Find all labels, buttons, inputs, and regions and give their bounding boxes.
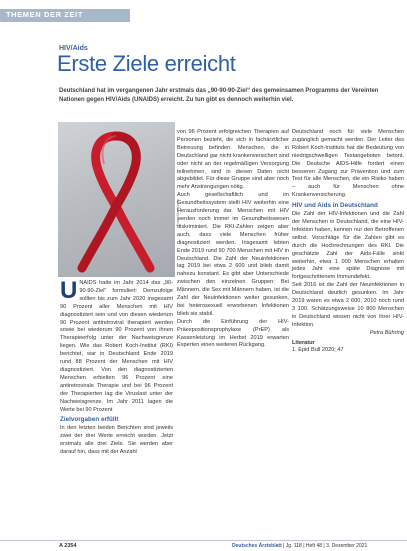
drop-cap: U <box>60 277 78 304</box>
paragraph <box>60 277 173 414</box>
section-bar <box>0 9 130 22</box>
paragraph: von 96 Prozent erfolgreichen Therapien auf Personen bezieht, die sich in fachärztlicher Betreuung befinden. Menschen, die in Deutschland gar nicht krankenversichert sind oder nicht an der regelmäßigen Versorgung teilnehmen, sind in diesen Daten nicht abgebildet. Für diese Gruppe sind aber noch mehr Anstrengungen nötig. <box>177 129 289 191</box>
paragraph-text: NAIDS hatte im Jahr 2014 das „90-90-90-Ziel“ formuliert: Demzufolge sollten bis zum Jahr 2020 insgesamt 90 Prozent aller Menschen mit HIV diagnostiziert sein und von diesen wiederum 90 Prozent antiretroviral therapiert werden sowie bei wiederum 90 Prozent von ihnen Therapieerfolg unter der Nachweisgrenze liegen. Wie das Robert Koch-Institut (RKI) berichtet, war in Deutschland Ende 2019 rund 88 Prozent der Menschen mit HIV diagnostiziert. Von den diagnostizierten Menschen erhielten 96 Prozent eine antiretrovirale Therapie und bei 96 Prozent der Therapierten lag die Viruslast unter der Nachweisgrenze. Im Jahr 2011 lagen die Werte bei 90 Prozent <box>60 280 173 413</box>
red-ribbon-icon <box>58 122 175 277</box>
subheading: Zielvorgaben erfüllt <box>60 416 119 424</box>
paragraph: Durch die Einführung der HIV-Präexpositionsprophylaxe (PrEP) als Kassenleistung im Herbst 2019 erwarten Experten einen weiteren Rückgang. <box>177 318 289 349</box>
photo-credit: Foto: iStockphoto <box>176 198 180 226</box>
column-3 <box>292 129 404 355</box>
article-lead: Deutschland hat im vergangenen Jahr erstmals das „90-90-90-Ziel“ des gemeinsamen Programms der Vereinten Nationen gegen HIV/Aids (UNAIDS) erreicht. Zu tun gibt es dennoch weiterhin viel. <box>59 88 379 103</box>
reference-item: 1. Epid Bull 2020; 47 <box>292 347 344 354</box>
references-label: Literatur <box>292 339 315 346</box>
journal-name: Deutsches Ärzteblatt <box>232 543 282 549</box>
paragraph: Seit 2016 ist die Zahl der Neuinfektionen in Deutschland deutlich gesunken. Im Jahr 2019 waren es etwa 2 600, 2010 noch rund 3 100. Schätzungsweise 10 800 Menschen in Deutschland wissen nicht von ihrer HIV-Infektion. <box>292 282 404 328</box>
subheading: HIV und Aids in Deutschland <box>292 202 378 210</box>
paragraph: In den letzten beiden Berichten sind jeweils zwei der drei Werte erreicht worden. Jetzt erstmals alle drei Ziele. Sie werden aber darauf hin, dass mit der Anzahl <box>60 425 173 456</box>
issue-info: | Jg. 118 | Heft 48 | 3. Dezember 2021 <box>281 543 368 549</box>
article-kicker: HIV/Aids <box>59 45 88 52</box>
footer-rule <box>0 540 407 541</box>
column-1 <box>60 277 173 457</box>
journal-footer <box>232 543 367 549</box>
author-name: Petra Bühring <box>369 329 404 336</box>
paragraph: Die Zahl der HIV-Infektionen und die Zahl der Menschen in Deutschland, die eine HIV-Infektion haben, kennen nur den Betroffenen selbst. Vorschläge für die Zahlen gibt es durch die Hochrechnungen des RKI. Die geschätzte Zahl der Aids-Fälle sinkt weiterhin, etwa 1 000 Menschen erhalten jedes Jahr eine späte Diagnose mit fortgeschrittenem Immundefekt. <box>292 211 404 281</box>
paragraph: Deutschland noch für viele Menschen zugänglich gemacht werden. Der Leiter des Robert Koch-Instituts hat die Bedeutung von niedrigschwelligen Testangeboten betont. Die Deutsche AIDS-Hilfe fordert einen besseren Zugang zur Prävention und zum Test für alle Menschen, die ein Risiko haben – auch für Menschen ohne Krankenversicherung. <box>292 129 404 199</box>
section-label: THEMEN DER ZEIT <box>6 10 83 19</box>
paragraph: Auch gesellschaftlich und im Gesundheitssystem stellt HIV weiterhin eine Herausforderung dar. Menschen mit HIV werden noch immer im Gesundheitswesen diskriminiert. Die RKI-Zahlen zeigen aber auch, dass viele Menschen früher diagnostiziert werden. Insgesamt lebten Ende 2019 rund 90 700 Menschen mit HIV in Deutschland. Die Zahl der Neuinfektionen lag 2019 bei etwa 2 600 und blieb damit nahezu konstant. Es gibt aber Unterschiede zwischen den einzelnen Gruppen: Bei Männern, die Sex mit Männern haben, ist die Zahl der Neuinfektionen weiter gesunken, bei heterosexuell erworbenen Infektionen blieb sie stabil. <box>177 192 289 317</box>
red-ribbon-photo <box>58 122 175 277</box>
article-title: Erste Ziele erreicht <box>57 51 236 76</box>
column-2 <box>177 129 289 350</box>
page-number: A 2354 <box>59 543 77 549</box>
